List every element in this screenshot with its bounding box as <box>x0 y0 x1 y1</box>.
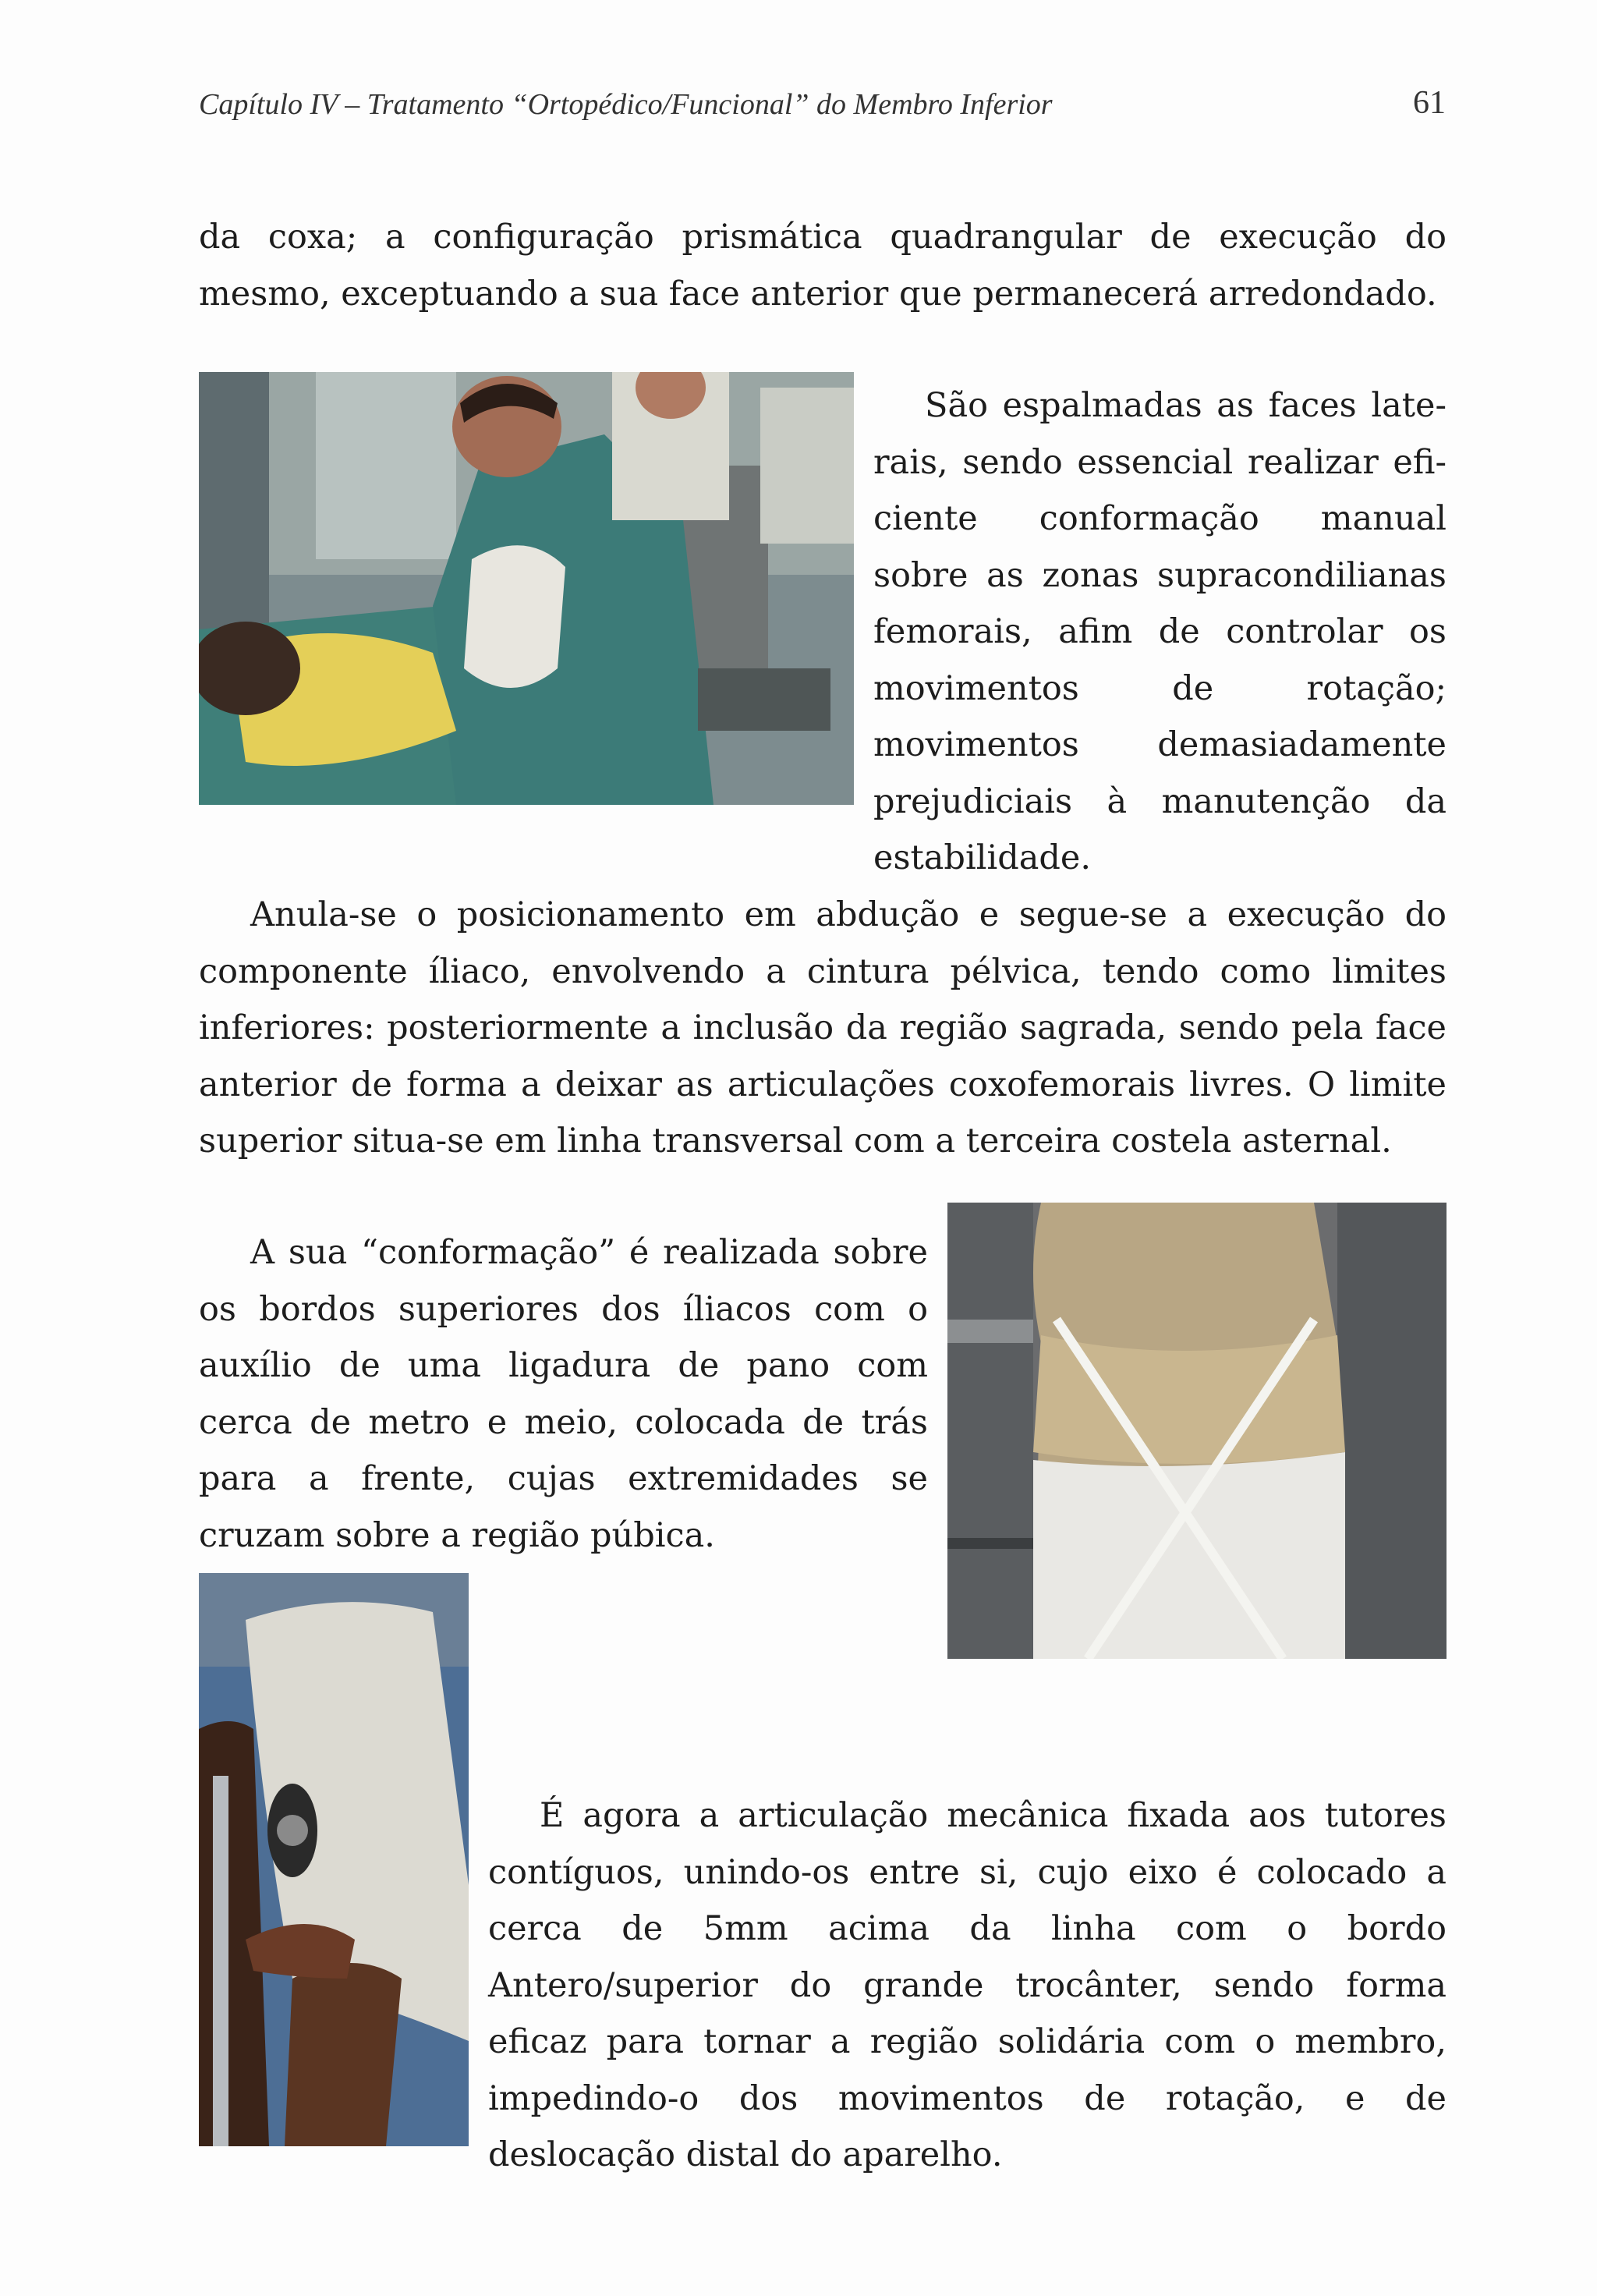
paragraph-3: Anula-se o posicionamento em abdução e segue-se a execução do componente íliaco, envolvendo a cintura pélvica, tendo como limites inferiores: posteriormente a inclusão da região sagrada, sendo pela face anterior de forma a deixar as articulações coxofemorais livres. O limite superior situa-se em linha transversal com a terceira costela asternal. <box>199 895 1447 1160</box>
running-head: Capítulo IV – Tratamento “Ortopédico/Funcional” do Membro Inferior <box>199 88 1053 121</box>
photo-hip-hinge <box>199 1573 469 2146</box>
photo-pelvic-band <box>947 1203 1447 1659</box>
paragraph-5: É agora a articulação mecânica fixada aos tutores contíguos, unindo-os entre si, cujo eixo é colocado a cerca de 5mm acima da linha com o bordo Antero/superior do grande trocânter, sendo forma eficaz para tornar a região solidária com o membro, impedindo-o dos movimentos de rotação, e de deslocação distal do aparelho. <box>488 1796 1447 2174</box>
paragraph-1: da coxa; a configuração prismática quadrangular de execução do mesmo, exceptuando a sua face anterior que permanecerá arredondado. <box>199 218 1447 314</box>
paragraph-2: São espalmadas as faces laterais, sendo essencial realizar eficiente conformação manual sobre as zonas supracondilianas femorais, afim de controlar os movimentos de rotação; movimentos demasiadamente prejudiciais à manutenção da estabilidade. <box>873 386 1447 877</box>
paragraph-4: A sua “conformação” é realizada sobre os bordos superiores dos íliacos com o auxílio de uma ligadura de pano com cerca de metro e meio, colocada de trás para a frente, cujas extremidades se cruzam sobre a região púbica. <box>199 1233 928 1555</box>
page-number: 61 <box>1413 85 1446 121</box>
photo-cast-application <box>199 372 854 805</box>
